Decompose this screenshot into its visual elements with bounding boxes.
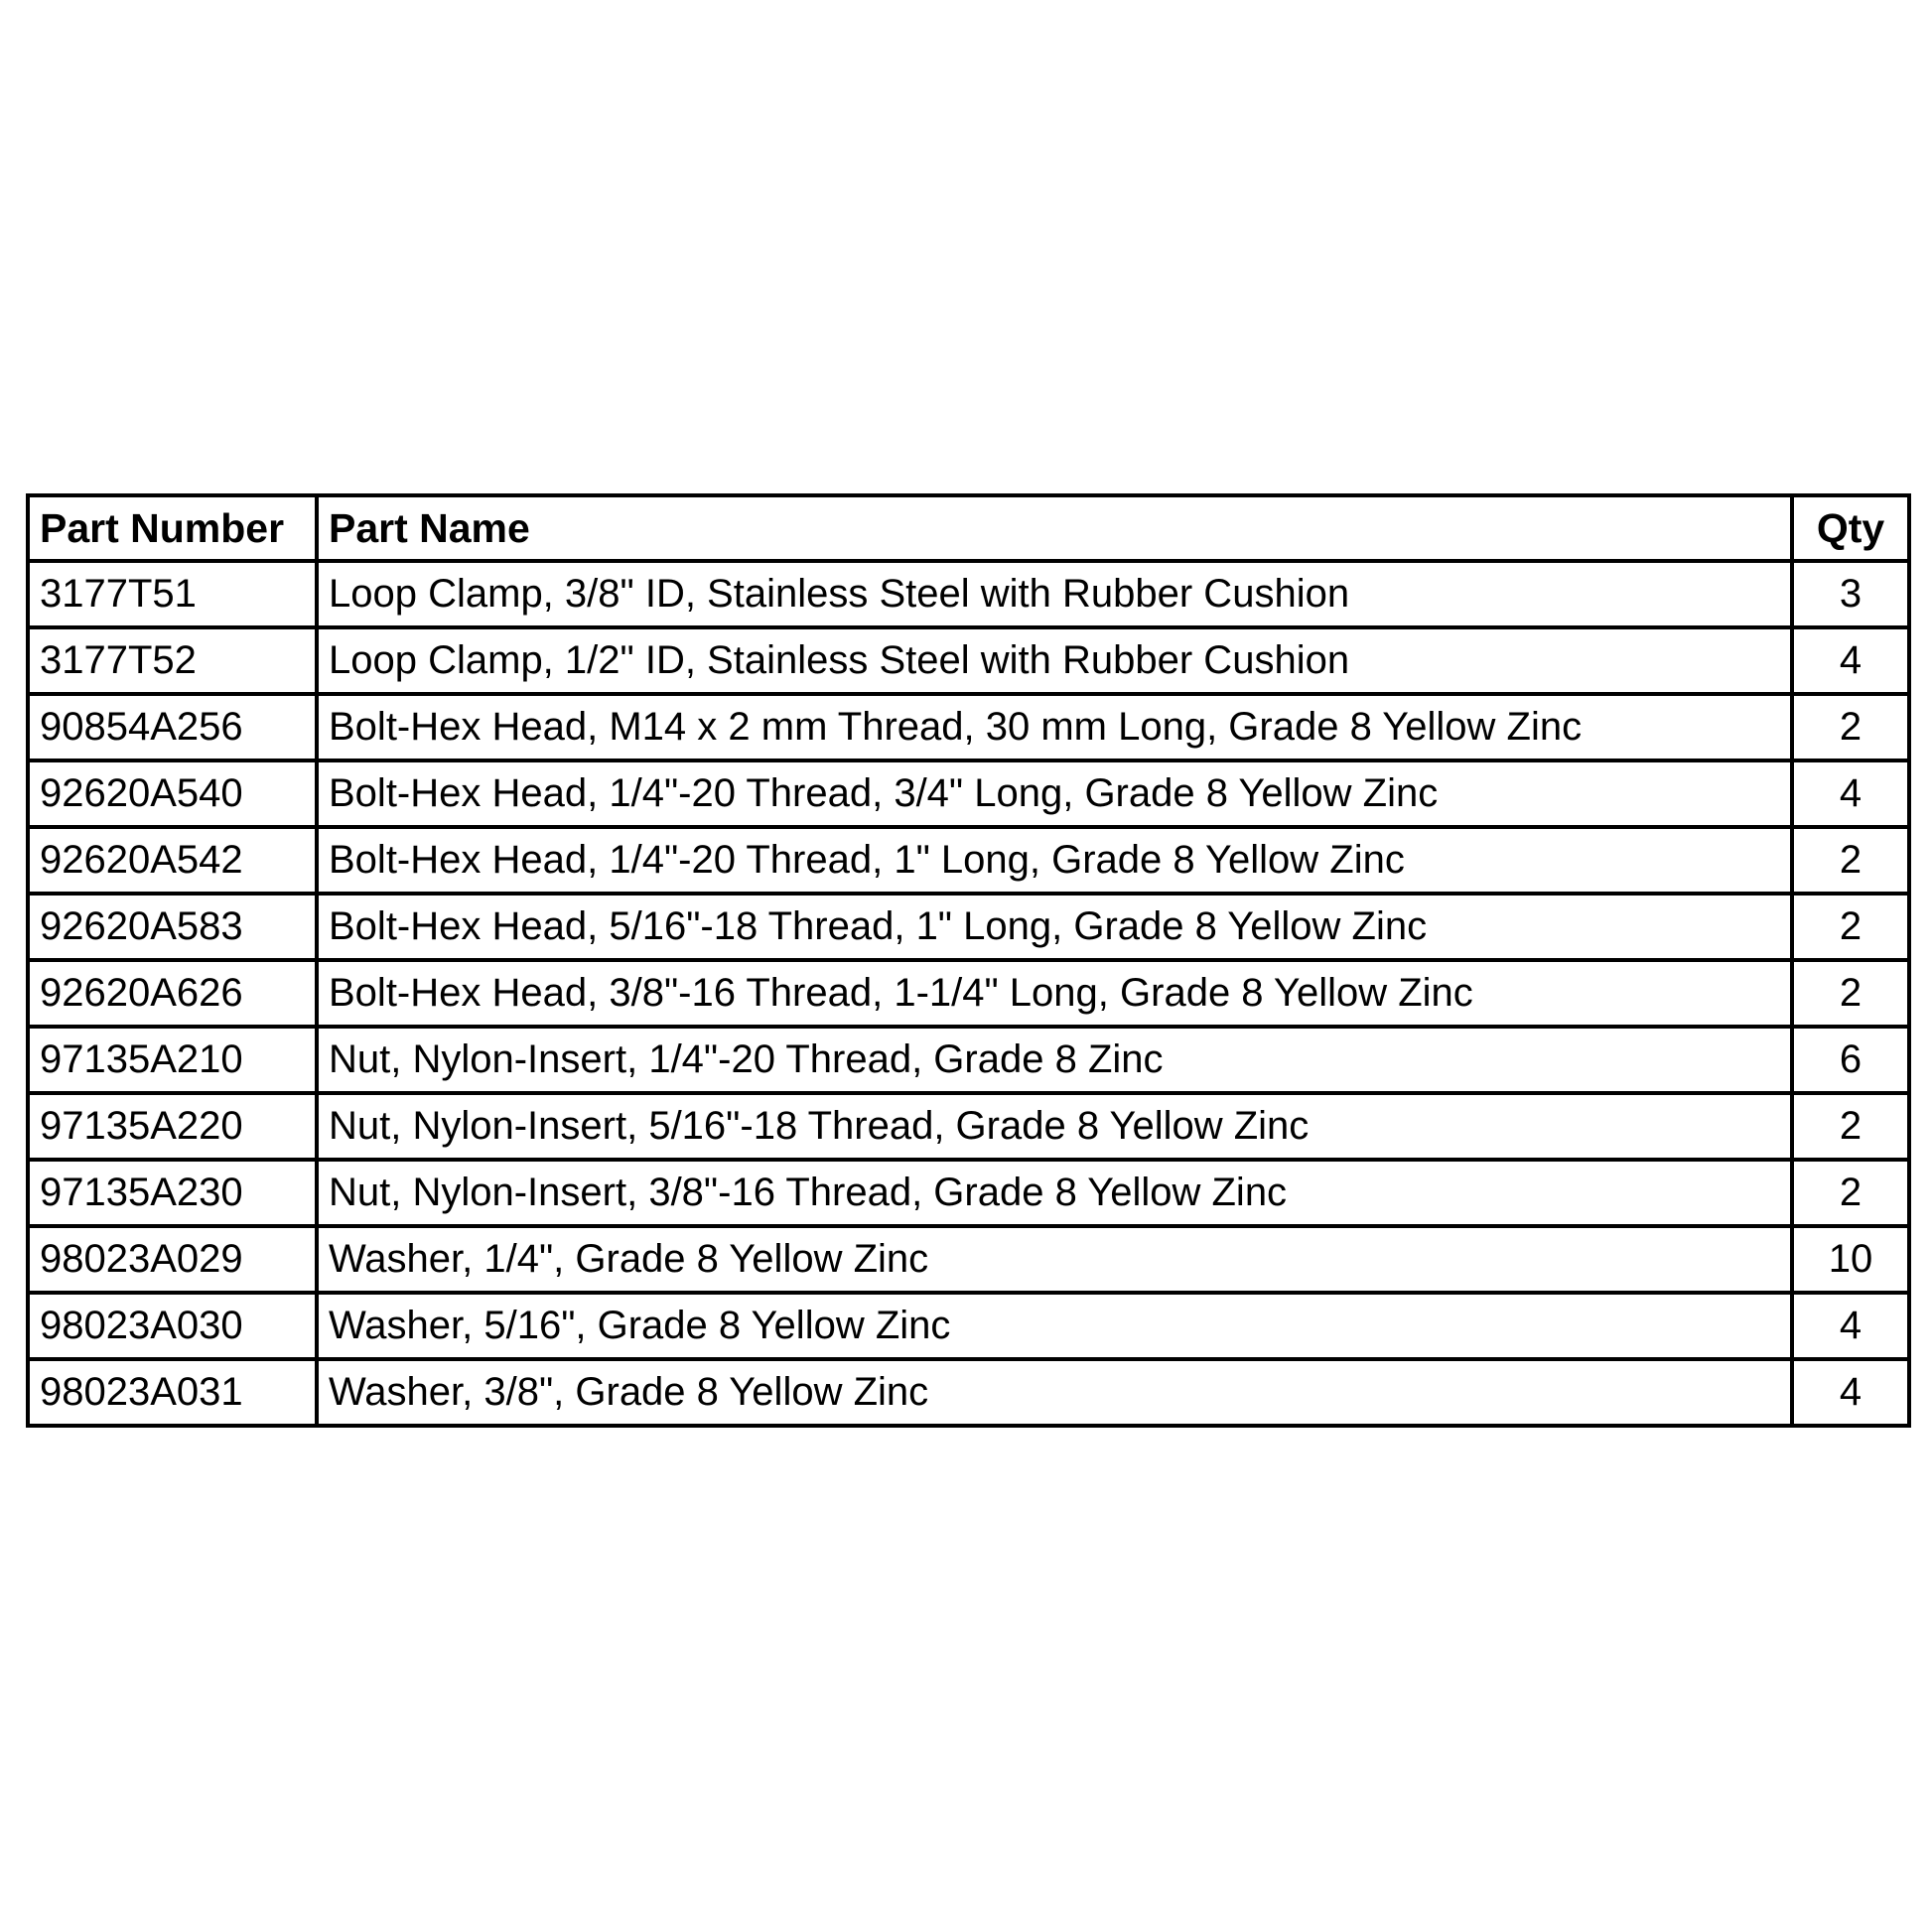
- part-name-cell: Bolt-Hex Head, 3/8"-16 Thread, 1-1/4" Long, Grade 8 Yellow Zinc: [317, 960, 1792, 1027]
- part-number-cell: 98023A031: [28, 1359, 317, 1426]
- parts-table-header: [28, 495, 1909, 561]
- table-row: [28, 1160, 1909, 1226]
- part-number-cell: 92620A626: [28, 960, 317, 1027]
- header-row: [28, 495, 1909, 561]
- table-row: [28, 1226, 1909, 1293]
- table-row: [28, 827, 1909, 894]
- part-name-cell: Washer, 3/8", Grade 8 Yellow Zinc: [317, 1359, 1792, 1426]
- table-row: [28, 561, 1909, 627]
- qty-cell: 2: [1792, 1093, 1909, 1160]
- qty-cell: 2: [1792, 1160, 1909, 1226]
- qty-cell: 4: [1792, 760, 1909, 827]
- header-part-name: Part Name: [317, 495, 1792, 561]
- table-row: [28, 894, 1909, 960]
- table-row: [28, 694, 1909, 760]
- part-name-cell: Bolt-Hex Head, 1/4"-20 Thread, 1" Long, Grade 8 Yellow Zinc: [317, 827, 1792, 894]
- qty-cell: 4: [1792, 1359, 1909, 1426]
- part-name-cell: Nut, Nylon-Insert, 1/4"-20 Thread, Grade 8 Zinc: [317, 1027, 1792, 1093]
- part-name-cell: Bolt-Hex Head, M14 x 2 mm Thread, 30 mm Long, Grade 8 Yellow Zinc: [317, 694, 1792, 760]
- table-row: [28, 960, 1909, 1027]
- part-name-cell: Nut, Nylon-Insert, 5/16"-18 Thread, Grade 8 Yellow Zinc: [317, 1093, 1792, 1160]
- part-number-cell: 97135A220: [28, 1093, 317, 1160]
- part-number-cell: 3177T52: [28, 627, 317, 694]
- parts-list-table: [26, 493, 1911, 1428]
- qty-cell: 4: [1792, 627, 1909, 694]
- qty-cell: 4: [1792, 1293, 1909, 1359]
- table-row: [28, 627, 1909, 694]
- qty-cell: 2: [1792, 960, 1909, 1027]
- qty-cell: 2: [1792, 827, 1909, 894]
- part-number-cell: 97135A210: [28, 1027, 317, 1093]
- part-name-cell: Washer, 1/4", Grade 8 Yellow Zinc: [317, 1226, 1792, 1293]
- part-name-cell: Washer, 5/16", Grade 8 Yellow Zinc: [317, 1293, 1792, 1359]
- parts-table-body: [28, 561, 1909, 1426]
- table-row: [28, 1093, 1909, 1160]
- part-number-cell: 98023A030: [28, 1293, 317, 1359]
- part-name-cell: Bolt-Hex Head, 1/4"-20 Thread, 3/4" Long, Grade 8 Yellow Zinc: [317, 760, 1792, 827]
- part-number-cell: 90854A256: [28, 694, 317, 760]
- part-number-cell: 92620A583: [28, 894, 317, 960]
- table-row: [28, 1359, 1909, 1426]
- part-name-cell: Nut, Nylon-Insert, 3/8"-16 Thread, Grade 8 Yellow Zinc: [317, 1160, 1792, 1226]
- qty-cell: 3: [1792, 561, 1909, 627]
- table-row: [28, 760, 1909, 827]
- qty-cell: 2: [1792, 894, 1909, 960]
- part-number-cell: 92620A540: [28, 760, 317, 827]
- qty-cell: 10: [1792, 1226, 1909, 1293]
- part-name-cell: Loop Clamp, 1/2" ID, Stainless Steel with Rubber Cushion: [317, 627, 1792, 694]
- table-row: [28, 1027, 1909, 1093]
- header-qty: Qty: [1792, 495, 1909, 561]
- qty-cell: 2: [1792, 694, 1909, 760]
- part-name-cell: Loop Clamp, 3/8" ID, Stainless Steel with Rubber Cushion: [317, 561, 1792, 627]
- part-number-cell: 98023A029: [28, 1226, 317, 1293]
- part-number-cell: 3177T51: [28, 561, 317, 627]
- part-number-cell: 97135A230: [28, 1160, 317, 1226]
- part-number-cell: 92620A542: [28, 827, 317, 894]
- header-part-number: Part Number: [28, 495, 317, 561]
- table-row: [28, 1293, 1909, 1359]
- part-name-cell: Bolt-Hex Head, 5/16"-18 Thread, 1" Long, Grade 8 Yellow Zinc: [317, 894, 1792, 960]
- qty-cell: 6: [1792, 1027, 1909, 1093]
